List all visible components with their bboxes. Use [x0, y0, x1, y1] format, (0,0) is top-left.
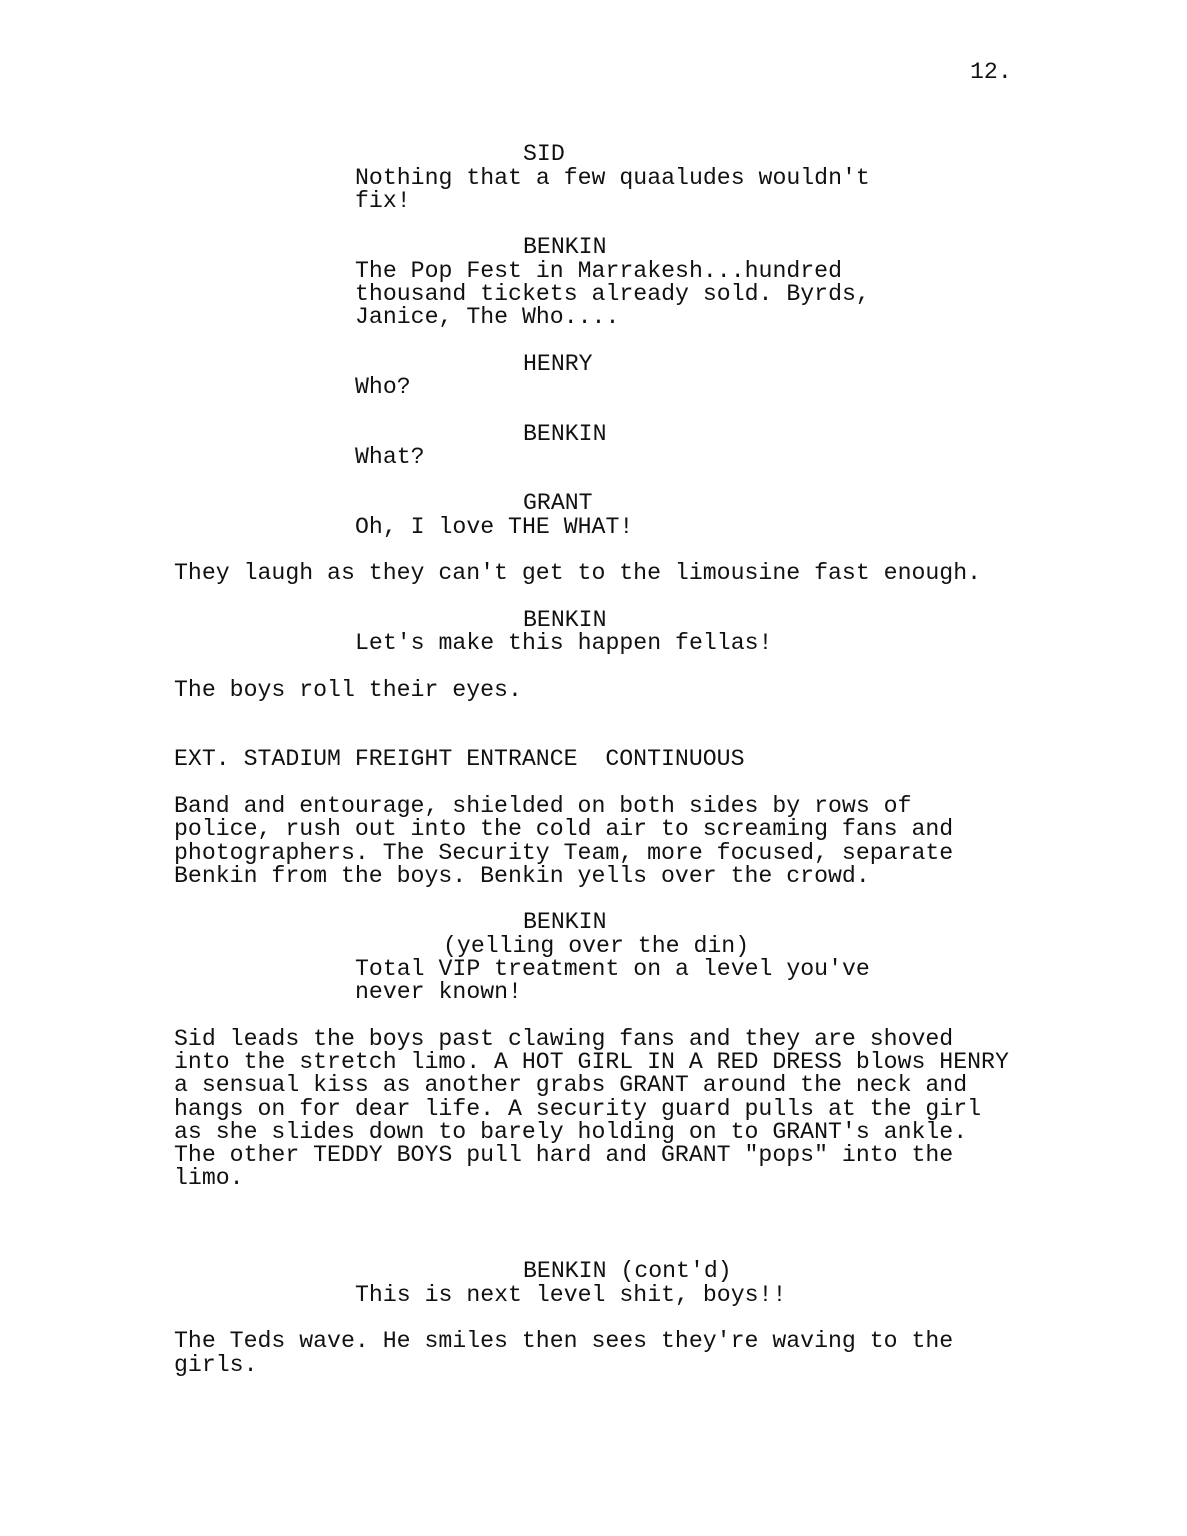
action-line: Sid leads the boys past clawing fans and they are shoved — [174, 1026, 954, 1052]
character-name: HENRY — [523, 351, 593, 377]
action-line: hangs on for dear life. A security guard pulls at the girl — [174, 1096, 982, 1122]
action-line: The other TEDDY BOYS pull hard and GRANT "pops" into the — [174, 1142, 954, 1168]
dialogue-line: Who? — [355, 374, 411, 400]
dialogue-line: fix! — [355, 188, 411, 214]
dialogue-line: What? — [355, 444, 425, 470]
dialogue-line: thousand tickets already sold. Byrds, — [355, 281, 870, 307]
character-name: GRANT — [523, 490, 593, 516]
action-line: Benkin from the boys. Benkin yells over the crowd. — [174, 863, 870, 889]
scene-heading: EXT. STADIUM FREIGHT ENTRANCE CONTINUOUS — [174, 746, 745, 772]
character-name: BENKIN (cont'd) — [523, 1258, 732, 1284]
action-line: photographers. The Security Team, more focused, separate — [174, 840, 954, 866]
character-name: SID — [523, 141, 565, 167]
dialogue-line: Oh, I love THE WHAT! — [355, 514, 634, 540]
character-name: BENKIN — [523, 234, 607, 260]
dialogue-line: The Pop Fest in Marrakesh...hundred — [355, 258, 843, 284]
parenthetical: (yelling over the din) — [443, 933, 750, 959]
action-line: They laugh as they can't get to the limousine fast enough. — [174, 560, 982, 586]
action-line: Band and entourage, shielded on both sides by rows of — [174, 793, 912, 819]
character-name: BENKIN — [523, 421, 607, 447]
action-line: girls. — [174, 1352, 258, 1378]
action-line: a sensual kiss as another grabs GRANT around the neck and — [174, 1072, 968, 1098]
dialogue-line: Janice, The Who.... — [355, 304, 620, 330]
page-number: 12. — [970, 59, 1012, 85]
action-line: limo. — [174, 1165, 244, 1191]
dialogue-line: Total VIP treatment on a level you've — [355, 956, 870, 982]
action-line: The Teds wave. He smiles then sees they're waving to the — [174, 1328, 954, 1354]
character-name: BENKIN — [523, 909, 607, 935]
dialogue-line: This is next level shit, boys!! — [355, 1282, 787, 1308]
dialogue-line: Nothing that a few quaaludes wouldn't — [355, 165, 870, 191]
action-line: The boys roll their eyes. — [174, 677, 522, 703]
character-name: BENKIN — [523, 607, 607, 633]
action-line: police, rush out into the cold air to screaming fans and — [174, 816, 954, 842]
dialogue-line: never known! — [355, 979, 522, 1005]
action-line: as she slides down to barely holding on to GRANT's ankle. — [174, 1119, 968, 1145]
action-line: into the stretch limo. A HOT GIRL IN A RED DRESS blows HENRY — [174, 1049, 1009, 1075]
dialogue-line: Let's make this happen fellas! — [355, 630, 773, 656]
